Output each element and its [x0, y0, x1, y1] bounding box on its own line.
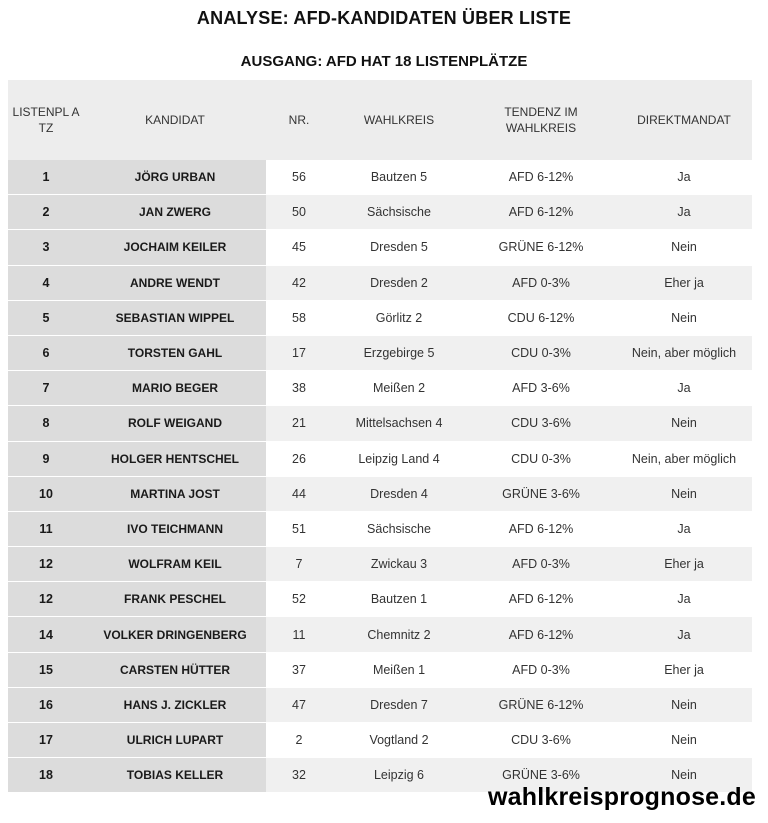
cell-direktmandat: Nein	[616, 723, 752, 758]
cell-direktmandat: Nein, aber möglich	[616, 441, 752, 476]
cell-direktmandat: Nein	[616, 687, 752, 722]
cell-tendenz: AFD 0-3%	[466, 547, 616, 582]
cell-nr: 38	[266, 371, 332, 406]
table-row	[8, 687, 752, 722]
cell-nr: 58	[266, 300, 332, 335]
cell-nr: 44	[266, 476, 332, 511]
header-tendenz: TENDENZ IM WAHLKREIS	[466, 80, 616, 160]
cell-listenplatz: 12	[8, 547, 84, 582]
cell-listenplatz: 1	[8, 160, 84, 195]
cell-direktmandat: Eher ja	[616, 547, 752, 582]
table-row	[8, 300, 752, 335]
cell-direktmandat: Ja	[616, 511, 752, 546]
cell-wahlkreis: Chemnitz 2	[332, 617, 466, 652]
header-nr: NR.	[266, 80, 332, 160]
cell-nr: 17	[266, 335, 332, 370]
cell-wahlkreis: Sächsische	[332, 511, 466, 546]
cell-listenplatz: 12	[8, 582, 84, 617]
table-row	[8, 511, 752, 546]
cell-tendenz: GRÜNE 3-6%	[466, 476, 616, 511]
cell-kandidat: HOLGER HENTSCHEL	[84, 441, 266, 476]
cell-wahlkreis: Dresden 2	[332, 265, 466, 300]
cell-direktmandat: Ja	[616, 582, 752, 617]
cell-nr: 37	[266, 652, 332, 687]
cell-kandidat: ULRICH LUPART	[84, 723, 266, 758]
cell-wahlkreis: Dresden 4	[332, 476, 466, 511]
cell-kandidat: VOLKER DRINGENBERG	[84, 617, 266, 652]
table-row	[8, 371, 752, 406]
cell-kandidat: FRANK PESCHEL	[84, 582, 266, 617]
cell-kandidat: CARSTEN HÜTTER	[84, 652, 266, 687]
cell-nr: 2	[266, 723, 332, 758]
cell-nr: 26	[266, 441, 332, 476]
header-row	[8, 80, 752, 160]
table-row	[8, 723, 752, 758]
table-header	[8, 80, 752, 160]
cell-listenplatz: 5	[8, 300, 84, 335]
table-row	[8, 230, 752, 265]
table-row	[8, 617, 752, 652]
cell-wahlkreis: Bautzen 5	[332, 160, 466, 195]
cell-wahlkreis: Meißen 1	[332, 652, 466, 687]
header-wahlkreis: WAHLKREIS	[332, 80, 466, 160]
cell-tendenz: CDU 0-3%	[466, 335, 616, 370]
cell-direktmandat: Eher ja	[616, 265, 752, 300]
cell-listenplatz: 7	[8, 371, 84, 406]
cell-kandidat: TORSTEN GAHL	[84, 335, 266, 370]
table-row	[8, 652, 752, 687]
cell-nr: 50	[266, 195, 332, 230]
cell-direktmandat: Nein	[616, 476, 752, 511]
table-row	[8, 582, 752, 617]
cell-kandidat: JOCHAIM KEILER	[84, 230, 266, 265]
cell-nr: 56	[266, 160, 332, 195]
table-row	[8, 406, 752, 441]
cell-direktmandat: Ja	[616, 371, 752, 406]
cell-wahlkreis: Dresden 7	[332, 687, 466, 722]
cell-nr: 47	[266, 687, 332, 722]
site-watermark: wahlkreisprognose.de	[488, 783, 756, 811]
cell-nr: 11	[266, 617, 332, 652]
table-body	[8, 160, 752, 793]
table-row	[8, 547, 752, 582]
cell-tendenz: AFD 6-12%	[466, 617, 616, 652]
cell-tendenz: AFD 0-3%	[466, 265, 616, 300]
cell-kandidat: JAN ZWERG	[84, 195, 266, 230]
cell-nr: 32	[266, 758, 332, 793]
cell-listenplatz: 16	[8, 687, 84, 722]
cell-tendenz: AFD 6-12%	[466, 511, 616, 546]
cell-nr: 21	[266, 406, 332, 441]
cell-wahlkreis: Dresden 5	[332, 230, 466, 265]
cell-tendenz: CDU 3-6%	[466, 723, 616, 758]
cell-tendenz: AFD 6-12%	[466, 582, 616, 617]
cell-wahlkreis: Mittelsachsen 4	[332, 406, 466, 441]
header-direktmandat: DIREKTMANDAT	[616, 80, 752, 160]
header-listenplatz: LISTENPL ATZ	[8, 80, 84, 160]
cell-listenplatz: 4	[8, 265, 84, 300]
table-row	[8, 335, 752, 370]
table-row	[8, 195, 752, 230]
cell-direktmandat: Nein	[616, 758, 752, 793]
cell-listenplatz: 2	[8, 195, 84, 230]
cell-direktmandat: Nein	[616, 300, 752, 335]
cell-wahlkreis: Vogtland 2	[332, 723, 466, 758]
cell-listenplatz: 14	[8, 617, 84, 652]
cell-kandidat: ANDRE WENDT	[84, 265, 266, 300]
cell-direktmandat: Eher ja	[616, 652, 752, 687]
cell-nr: 7	[266, 547, 332, 582]
candidates-table	[8, 80, 752, 793]
cell-tendenz: CDU 6-12%	[466, 300, 616, 335]
cell-wahlkreis: Zwickau 3	[332, 547, 466, 582]
header-kandidat: KANDIDAT	[84, 80, 266, 160]
cell-tendenz: GRÜNE 6-12%	[466, 687, 616, 722]
table-row	[8, 160, 752, 195]
cell-tendenz: GRÜNE 3-6%	[466, 758, 616, 793]
cell-tendenz: AFD 6-12%	[466, 160, 616, 195]
cell-wahlkreis: Bautzen 1	[332, 582, 466, 617]
cell-nr: 42	[266, 265, 332, 300]
cell-tendenz: AFD 3-6%	[466, 371, 616, 406]
cell-kandidat: ROLF WEIGAND	[84, 406, 266, 441]
cell-direktmandat: Nein, aber möglich	[616, 335, 752, 370]
cell-kandidat: TOBIAS KELLER	[84, 758, 266, 793]
cell-listenplatz: 8	[8, 406, 84, 441]
cell-wahlkreis: Görlitz 2	[332, 300, 466, 335]
cell-wahlkreis: Meißen 2	[332, 371, 466, 406]
cell-kandidat: WOLFRAM KEIL	[84, 547, 266, 582]
cell-nr: 51	[266, 511, 332, 546]
page-title: ANALYSE: AFD-KANDIDATEN ÜBER LISTE	[196, 8, 572, 28]
cell-direktmandat: Ja	[616, 160, 752, 195]
cell-listenplatz: 3	[8, 230, 84, 265]
cell-kandidat: SEBASTIAN WIPPEL	[84, 300, 266, 335]
cell-direktmandat: Ja	[616, 617, 752, 652]
cell-wahlkreis: Leipzig 6	[332, 758, 466, 793]
cell-tendenz: GRÜNE 6-12%	[466, 230, 616, 265]
cell-wahlkreis: Sächsische	[332, 195, 466, 230]
cell-direktmandat: Nein	[616, 406, 752, 441]
cell-listenplatz: 18	[8, 758, 84, 793]
cell-kandidat: MARTINA JOST	[84, 476, 266, 511]
table-row	[8, 265, 752, 300]
cell-wahlkreis: Erzgebirge 5	[332, 335, 466, 370]
cell-nr: 52	[266, 582, 332, 617]
cell-listenplatz: 11	[8, 511, 84, 546]
cell-nr: 45	[266, 230, 332, 265]
cell-listenplatz: 6	[8, 335, 84, 370]
cell-tendenz: AFD 6-12%	[466, 195, 616, 230]
cell-tendenz: CDU 0-3%	[466, 441, 616, 476]
cell-listenplatz: 15	[8, 652, 84, 687]
table-row	[8, 441, 752, 476]
cell-kandidat: HANS J. ZICKLER	[84, 687, 266, 722]
cell-wahlkreis: Leipzig Land 4	[332, 441, 466, 476]
cell-tendenz: AFD 0-3%	[466, 652, 616, 687]
cell-listenplatz: 17	[8, 723, 84, 758]
cell-tendenz: CDU 3-6%	[466, 406, 616, 441]
cell-direktmandat: Ja	[616, 195, 752, 230]
cell-direktmandat: Nein	[616, 230, 752, 265]
table-row	[8, 476, 752, 511]
cell-listenplatz: 10	[8, 476, 84, 511]
cell-kandidat: IVO TEICHMANN	[84, 511, 266, 546]
cell-listenplatz: 9	[8, 441, 84, 476]
page-subtitle: AUSGANG: AFD HAT 18 LISTENPLÄTZE	[240, 53, 528, 70]
cell-kandidat: JÖRG URBAN	[84, 160, 266, 195]
cell-kandidat: MARIO BEGER	[84, 371, 266, 406]
